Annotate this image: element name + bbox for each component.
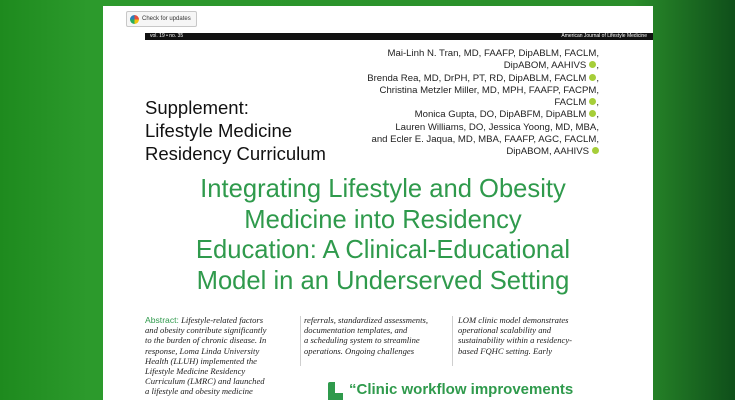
check-for-updates-label: Check for updates — [142, 16, 191, 22]
abstract-column-2 — [304, 315, 444, 356]
abstract-line: Health (LLUH) implemented the — [145, 355, 257, 366]
abstract-column-1 — [145, 315, 300, 397]
author-list — [337, 48, 599, 159]
author-line: DipABOM, AAHIVS — [337, 146, 599, 158]
abstract-line: referrals, standardized assessments, — [304, 315, 428, 325]
abstract-line: documentation templates, and — [304, 325, 408, 336]
abstract-line: operational scalability and — [458, 325, 552, 336]
abstract-line: sustainability within a residency- — [458, 335, 573, 346]
abstract-line: LOM clinic model demonstrates — [458, 315, 569, 325]
author-line: FACLM , — [554, 97, 599, 109]
column-divider — [452, 316, 453, 366]
article-page — [103, 6, 653, 400]
supplement-heading — [145, 96, 326, 165]
pull-quote: “Clinic workflow improvements — [349, 381, 574, 398]
abstract-column-3 — [458, 315, 608, 356]
abstract-line: Abstract: Lifestyle-related factors — [145, 315, 264, 325]
journal-name: American Journal of Lifestyle Medicine — [561, 33, 647, 39]
author-line: and Ecler E. Jaqua, MD, MBA, FAAFP, AGC, FACLM, — [371, 134, 599, 146]
supplement-line: Lifestyle Medicine — [145, 120, 293, 141]
quote-mark-icon — [328, 382, 343, 400]
title-line: Education: A Clinical-Educational — [195, 236, 571, 264]
author-line: Christina Metzler Miller, MD, MPH, FAAFP, FACPM, — [379, 84, 599, 96]
author-line: Brenda Rea, MD, DrPH, PT, RD, DipABLM, FACLM , — [367, 72, 599, 84]
title-line: Model in an Underserved Setting — [196, 266, 570, 295]
crossmark-icon — [130, 15, 139, 24]
author-line: Mai-Linh N. Tran, MD, FAAFP, DipABLM, FACLM, — [387, 48, 599, 59]
volume-info: vol. 19 • no. 35 — [150, 33, 184, 39]
abstract-line: response, Loma Linda University — [145, 345, 260, 356]
title-line: Medicine into Residency — [244, 205, 522, 234]
abstract-label: Abstract: — [145, 315, 179, 325]
supplement-line: Residency Curriculum — [145, 143, 326, 164]
abstract-line: and obesity contribute significantly — [145, 325, 267, 336]
article-title — [133, 174, 633, 296]
supplement-line: Supplement: — [145, 97, 249, 118]
abstract-line: to the burden of chronic disease. In — [145, 335, 267, 346]
abstract-line: Lifestyle Medicine Residency — [145, 366, 246, 377]
author-line: Lauren Williams, DO, Jessica Yoong, MD, MBA, — [395, 121, 599, 133]
author-line: Monica Gupta, DO, DipABFM, DipABLM , — [414, 109, 599, 121]
journal-header-bar — [145, 33, 653, 40]
author-line: DipABOM, AAHIVS , — [503, 60, 599, 72]
abstract-line: a scheduling system to streamline — [304, 335, 420, 346]
check-for-updates-button[interactable] — [126, 11, 197, 27]
abstract-line: operations. Ongoing challenges — [304, 345, 415, 356]
abstract-line: a lifestyle and obesity medicine — [145, 386, 253, 397]
abstract-line: Curriculum (LMRC) and launched — [145, 376, 265, 387]
orcid-icon[interactable] — [592, 147, 599, 154]
column-divider — [300, 316, 301, 366]
abstract-line: based FQHC setting. Early — [458, 345, 553, 356]
title-line: Integrating Lifestyle and Obesity — [200, 175, 566, 203]
